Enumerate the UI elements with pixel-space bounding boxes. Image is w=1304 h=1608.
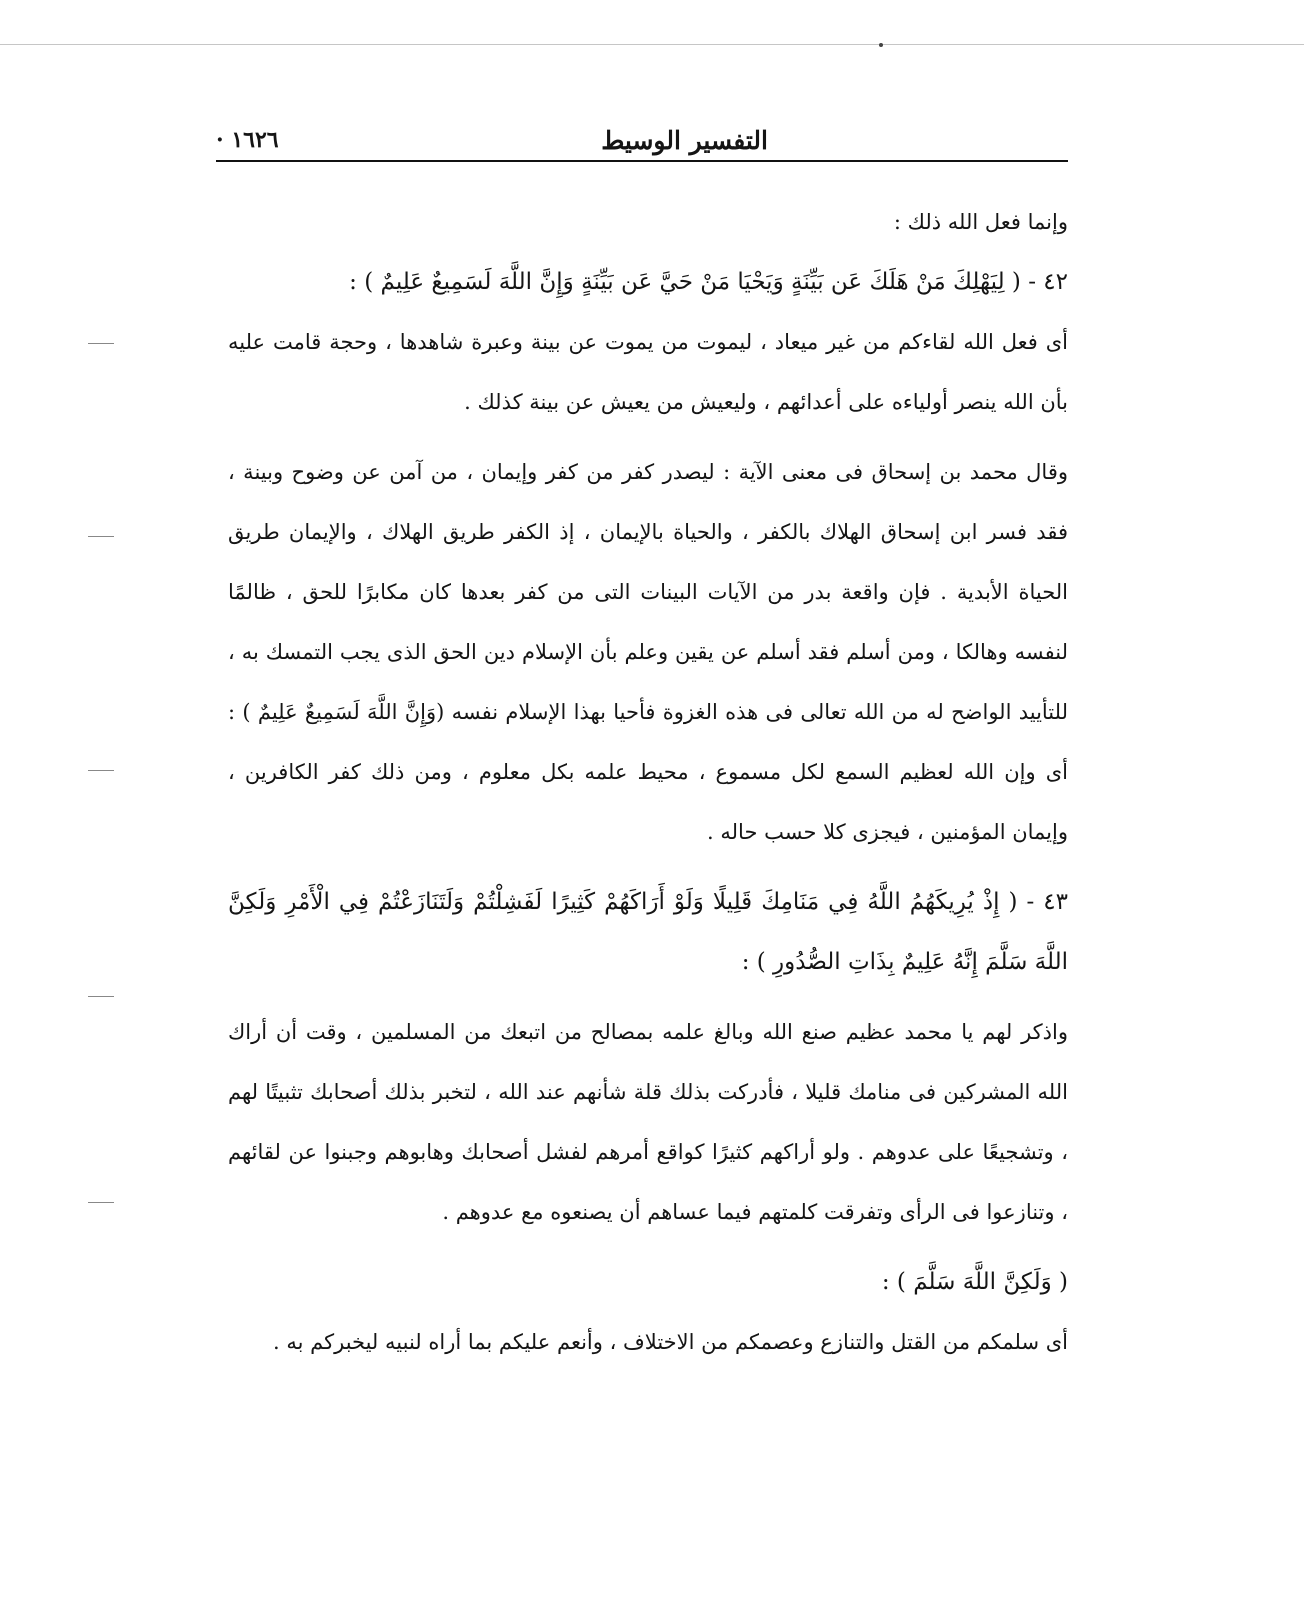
verse-43: ٤٣ - ( إِذْ يُرِيكَهُمُ اللَّهُ فِي مَنَامِكَ قَلِيلًا وَلَوْ أَرَاكَهُمْ كَثِيرًا لَفَشِلْتُمْ وَلَتَنَازَعْتُمْ فِي الْأَمْرِ وَلَكِنَّ اللَّهَ سَلَّمَ إِنَّهُ عَلِيمٌ بِذَاتِ الصُّدُورِ ) : <box>228 889 1068 975</box>
margin-mark <box>88 536 114 537</box>
scan-dot <box>879 43 883 47</box>
paragraph-commentary-2: وقال محمد بن إسحاق فى معنى الآية : ليصدر كفر من كفر وإيمان ، من آمن عن وضوح وبينة ، فقد فسر ابن إسحاق الهلاك بالكفر ، والحياة بالإيمان ، إذ الكفر طريق الهلاك ، والإيمان طريق الحياة الأبدية . فإن واقعة بدر من الآيات البينات التى من كفر بعدها كان مكابرًا للحق ، ظالمًا لنفسه وهالكا ، ومن أسلم فقد أسلم عن يقين وعلم بأن الإسلام دين الحق الذى يجب التمسك به ، للتأييد الواضح له من الله تعالى فى هذه الغزوة فأحيا بهذا الإسلام نفسه (وَإِنَّ اللَّهَ لَسَمِيعٌ عَلِيمٌ ) : أى وإن الله لعظيم السمع لكل مسموع ، محيط علمه بكل معلوم ، ومن ذلك كفر الكافرين ، وإيمان المؤمنين ، فيجزى كلا حسب حاله . <box>228 460 1068 844</box>
paragraph-commentary-4: أى سلمكم من القتل والتنازع وعصمكم من الاختلاف ، وأنعم عليكم بما أراه لنبيه ليخبركم به . <box>273 1330 1068 1354</box>
body-text <box>228 192 1068 1372</box>
margin-mark <box>88 770 114 771</box>
margin-mark <box>88 1202 114 1203</box>
running-title: التفسير الوسيط <box>601 126 768 155</box>
intro-line: وإنما فعل الله ذلك : <box>893 210 1068 234</box>
header-rule <box>216 160 1068 162</box>
margin-mark <box>88 343 114 344</box>
scan-edge-line <box>0 44 1304 45</box>
page-number: ١٦٢٦ · <box>216 127 279 153</box>
paragraph-commentary-3: واذكر لهم يا محمد عظيم صنع الله وبالغ علمه بمصالح من اتبعك من المسلمين ، وقت أن أراك الله المشركين فى منامك قليلا ، فأدركت بذلك قلة شأنهم عند الله ، لتخبر بذلك أصحابك تثبيتًا لهم ، وتشجيعًا على عدوهم . ولو أراكهم كثيرًا كواقع أمرهم لفشل أصحابك وهابوهم وجبنوا عن لقائهم ، وتنازعوا فى الرأى وتفرقت كلمتهم فيما عساهم أن يصنعوه مع عدوهم . <box>228 1020 1068 1224</box>
verse-quote: ( وَلَكِنَّ اللَّهَ سَلَّمَ ) : <box>881 1269 1068 1295</box>
margin-mark <box>88 996 114 997</box>
verse-42: ٤٢ - ( لِيَهْلِكَ مَنْ هَلَكَ عَن بَيِّنَةٍ وَيَحْيَا مَنْ حَيَّ عَن بَيِّنَةٍ وَإِنَّ اللَّهَ لَسَمِيعٌ عَلِيمٌ ) : <box>349 269 1068 295</box>
paragraph-commentary-1: أى فعل الله لقاءكم من غير ميعاد ، ليموت من يموت عن بينة وعبرة شاهدها ، وحجة قامت عليه بأن الله ينصر أولياءه على أعدائهم ، وليعيش من يعيش عن بينة كذلك . <box>228 330 1068 414</box>
page-header <box>216 126 1068 160</box>
